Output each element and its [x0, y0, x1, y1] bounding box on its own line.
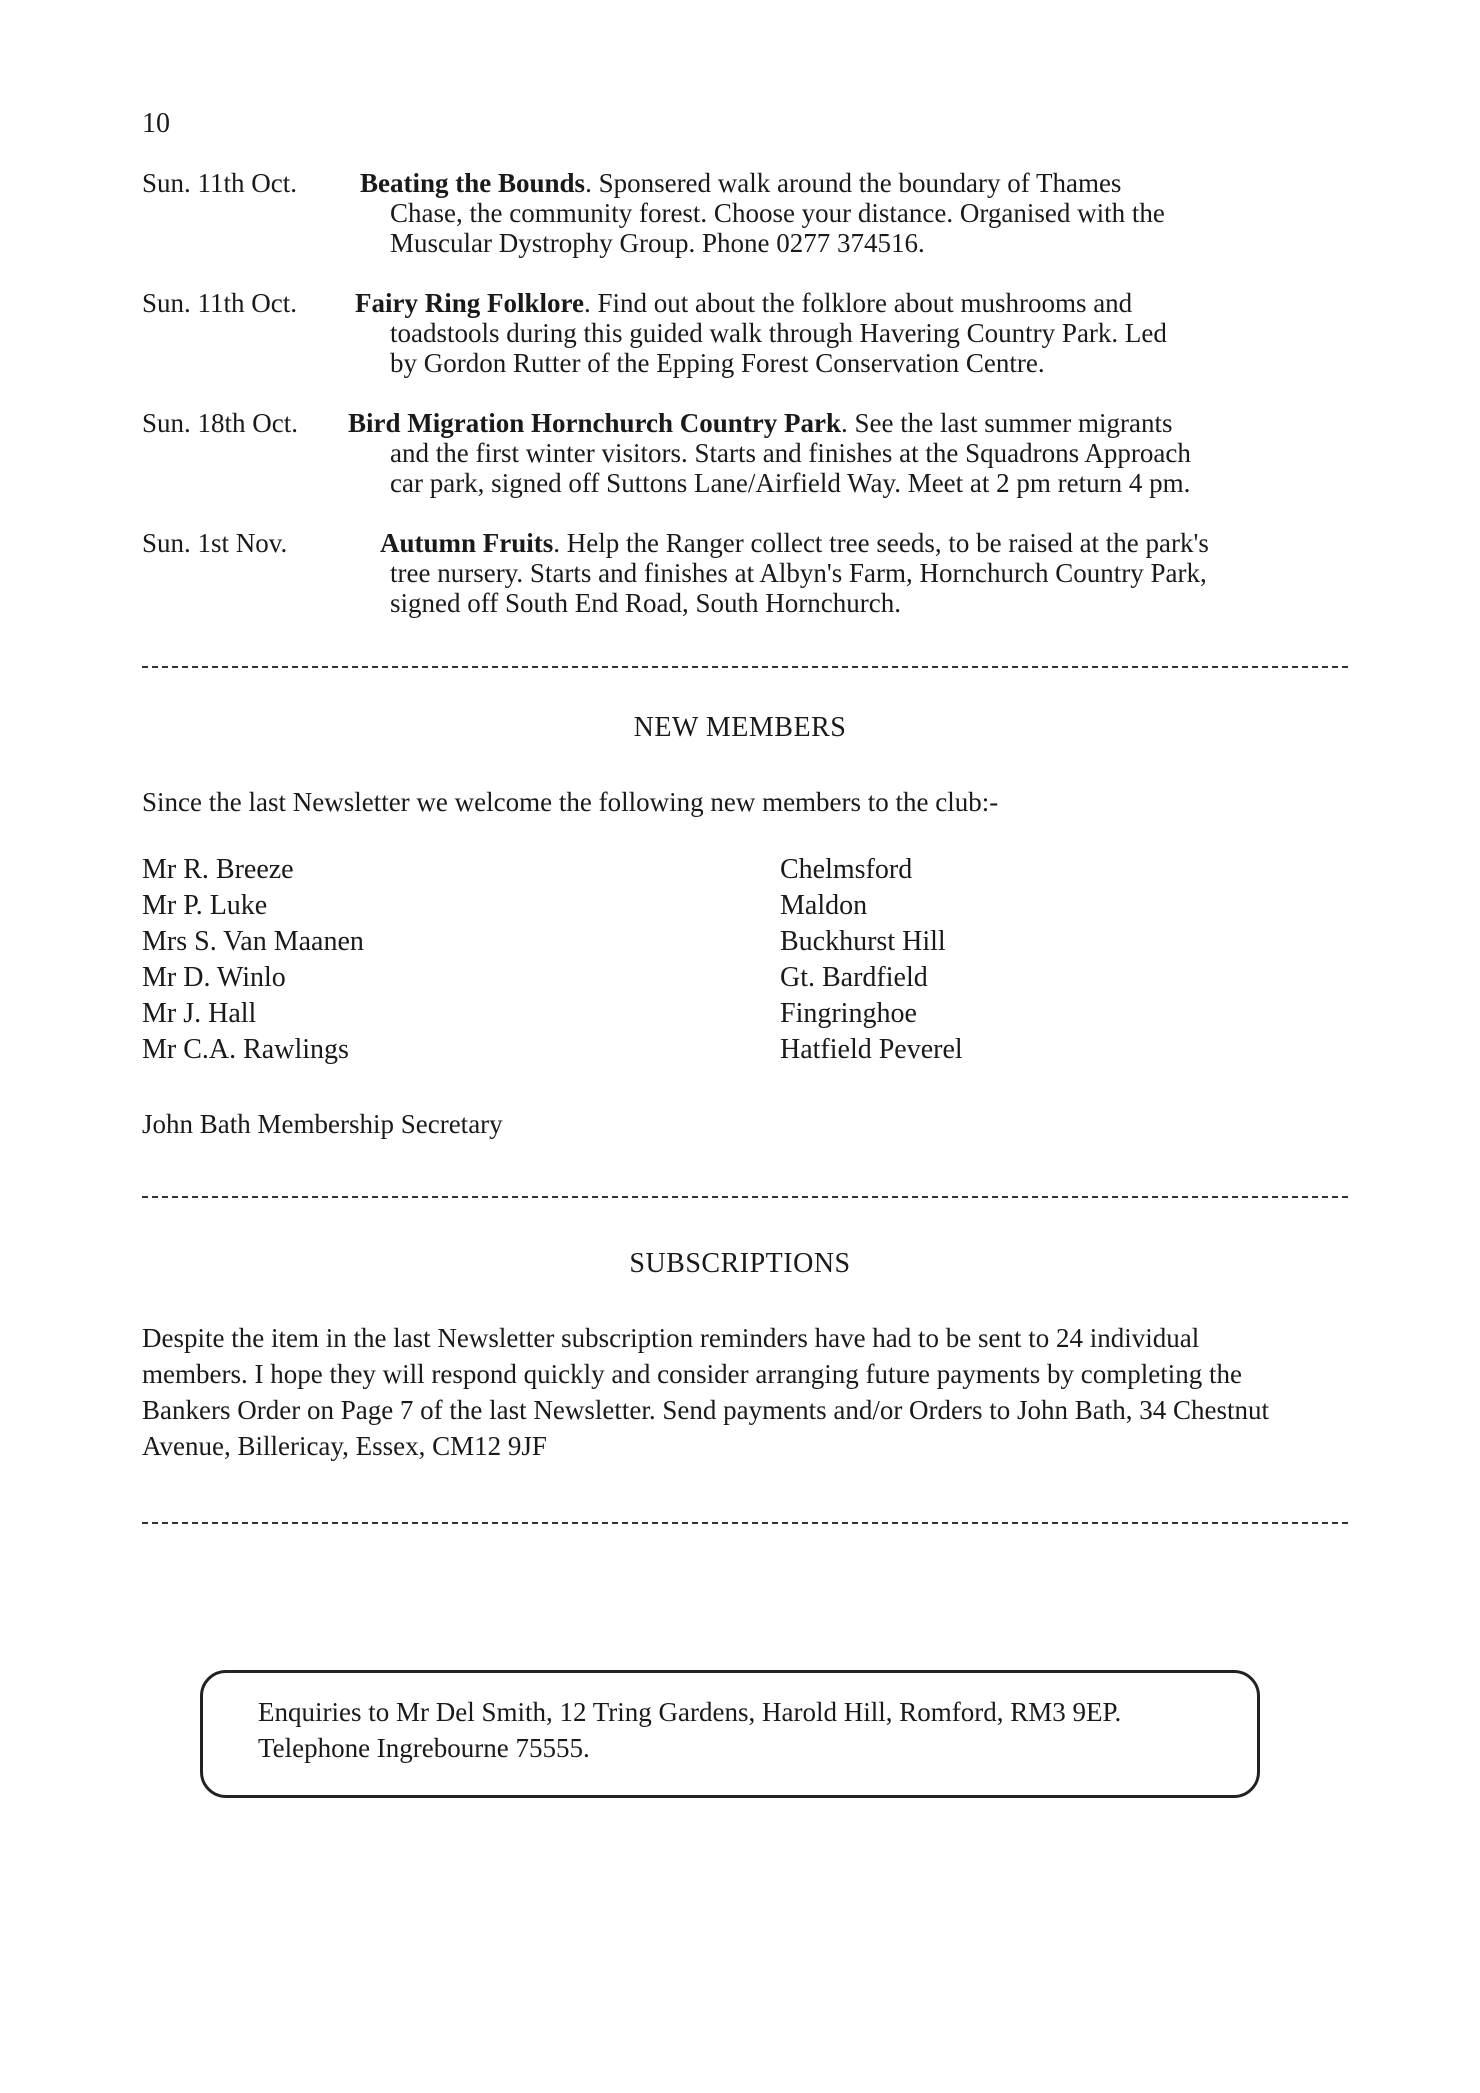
enquiries-telephone: Telephone Ingrebourne 75555.: [258, 1733, 590, 1763]
section-divider: [142, 1196, 1348, 1198]
subscriptions-heading: SUBSCRIPTIONS: [629, 1248, 851, 1279]
section-divider: [142, 666, 1348, 668]
event-text: . See the last summer migrants: [841, 408, 1173, 438]
event-text: . Find out about the folklore about mushrooms and: [584, 288, 1133, 318]
member-row: [142, 854, 1042, 890]
member-row: [142, 890, 1042, 926]
member-row: [142, 1034, 1042, 1070]
event-title: Bird Migration Hornchurch Country Park: [348, 408, 842, 438]
membership-signoff: John Bath Membership Secretary: [142, 1109, 503, 1139]
member-name: Mr C.A. Rawlings: [142, 1034, 349, 1065]
enquiries-address: Enquiries to Mr Del Smith, 12 Tring Gardens, Harold Hill, Romford, RM3 9EP.: [258, 1697, 1122, 1727]
event-text: Muscular Dystrophy Group. Phone 0277 374516.: [390, 228, 925, 258]
event-date: Sun. 1st Nov.: [142, 528, 288, 558]
new-members-intro: Since the last Newsletter we welcome the following new members to the club:-: [142, 787, 999, 817]
event-title: Autumn Fruits: [380, 528, 554, 558]
event-description: [355, 288, 1315, 378]
subscriptions-text: [142, 1320, 1352, 1464]
member-town: Hatfield Peverel: [780, 1034, 963, 1065]
member-name: Mr D. Winlo: [142, 962, 286, 993]
member-town: Maldon: [780, 890, 868, 921]
event-date: Sun. 11th Oct.: [142, 288, 297, 318]
member-row: [142, 962, 1042, 998]
event-date: Sun. 11th Oct.: [142, 168, 297, 198]
event-description: [380, 528, 1340, 618]
member-row: [142, 998, 1042, 1034]
event-text: . Help the Ranger collect tree seeds, to be raised at the park's: [553, 528, 1209, 558]
event-text: tree nursery. Starts and finishes at Albyn's Farm, Hornchurch Country Park,: [390, 558, 1207, 588]
member-name: Mr R. Breeze: [142, 854, 294, 885]
member-town: Fingringhoe: [780, 998, 917, 1029]
event-text: toadstools during this guided walk through Havering Country Park. Led: [390, 318, 1167, 348]
page-number: 10: [142, 108, 170, 139]
event-description: [348, 408, 1308, 498]
event-title: Fairy Ring Folklore: [355, 288, 584, 318]
event-text: signed off South End Road, South Hornchurch.: [390, 588, 901, 618]
new-members-heading: NEW MEMBERS: [633, 712, 847, 743]
subscriptions-line: members. I hope they will respond quickly and consider arranging future payments by completing the: [142, 1359, 1242, 1389]
member-town: Gt. Bardfield: [780, 962, 928, 993]
event-text: by Gordon Rutter of the Epping Forest Conservation Centre.: [390, 348, 1045, 378]
member-name: Mr J. Hall: [142, 998, 257, 1029]
subscriptions-line: Bankers Order on Page 7 of the last Newsletter. Send payments and/or Orders to John Bath, 34 Chestnut: [142, 1395, 1270, 1425]
member-name: Mrs S. Van Maanen: [142, 926, 364, 957]
event-text: Chase, the community forest. Choose your distance. Organised with the: [390, 198, 1165, 228]
member-town: Chelmsford: [780, 854, 913, 885]
event-text: and the first winter visitors. Starts and finishes at the Squadrons Approach: [390, 438, 1191, 468]
event-description: [360, 168, 1320, 258]
enquiries-box: [200, 1670, 1260, 1798]
subscriptions-line: Avenue, Billericay, Essex, CM12 9JF: [142, 1431, 547, 1461]
member-row: [142, 926, 1042, 962]
section-divider: [142, 1522, 1348, 1524]
event-text: . Sponsered walk around the boundary of Thames: [585, 168, 1122, 198]
event-title: Beating the Bounds: [360, 168, 586, 198]
member-town: Buckhurst Hill: [780, 926, 946, 957]
event-text: car park, signed off Suttons Lane/Airfield Way. Meet at 2 pm return 4 pm.: [390, 468, 1191, 498]
event-date: Sun. 18th Oct.: [142, 408, 299, 438]
subscriptions-line: Despite the item in the last Newsletter subscription reminders have had to be sent to 24 individual: [142, 1323, 1200, 1353]
member-name: Mr P. Luke: [142, 890, 268, 921]
